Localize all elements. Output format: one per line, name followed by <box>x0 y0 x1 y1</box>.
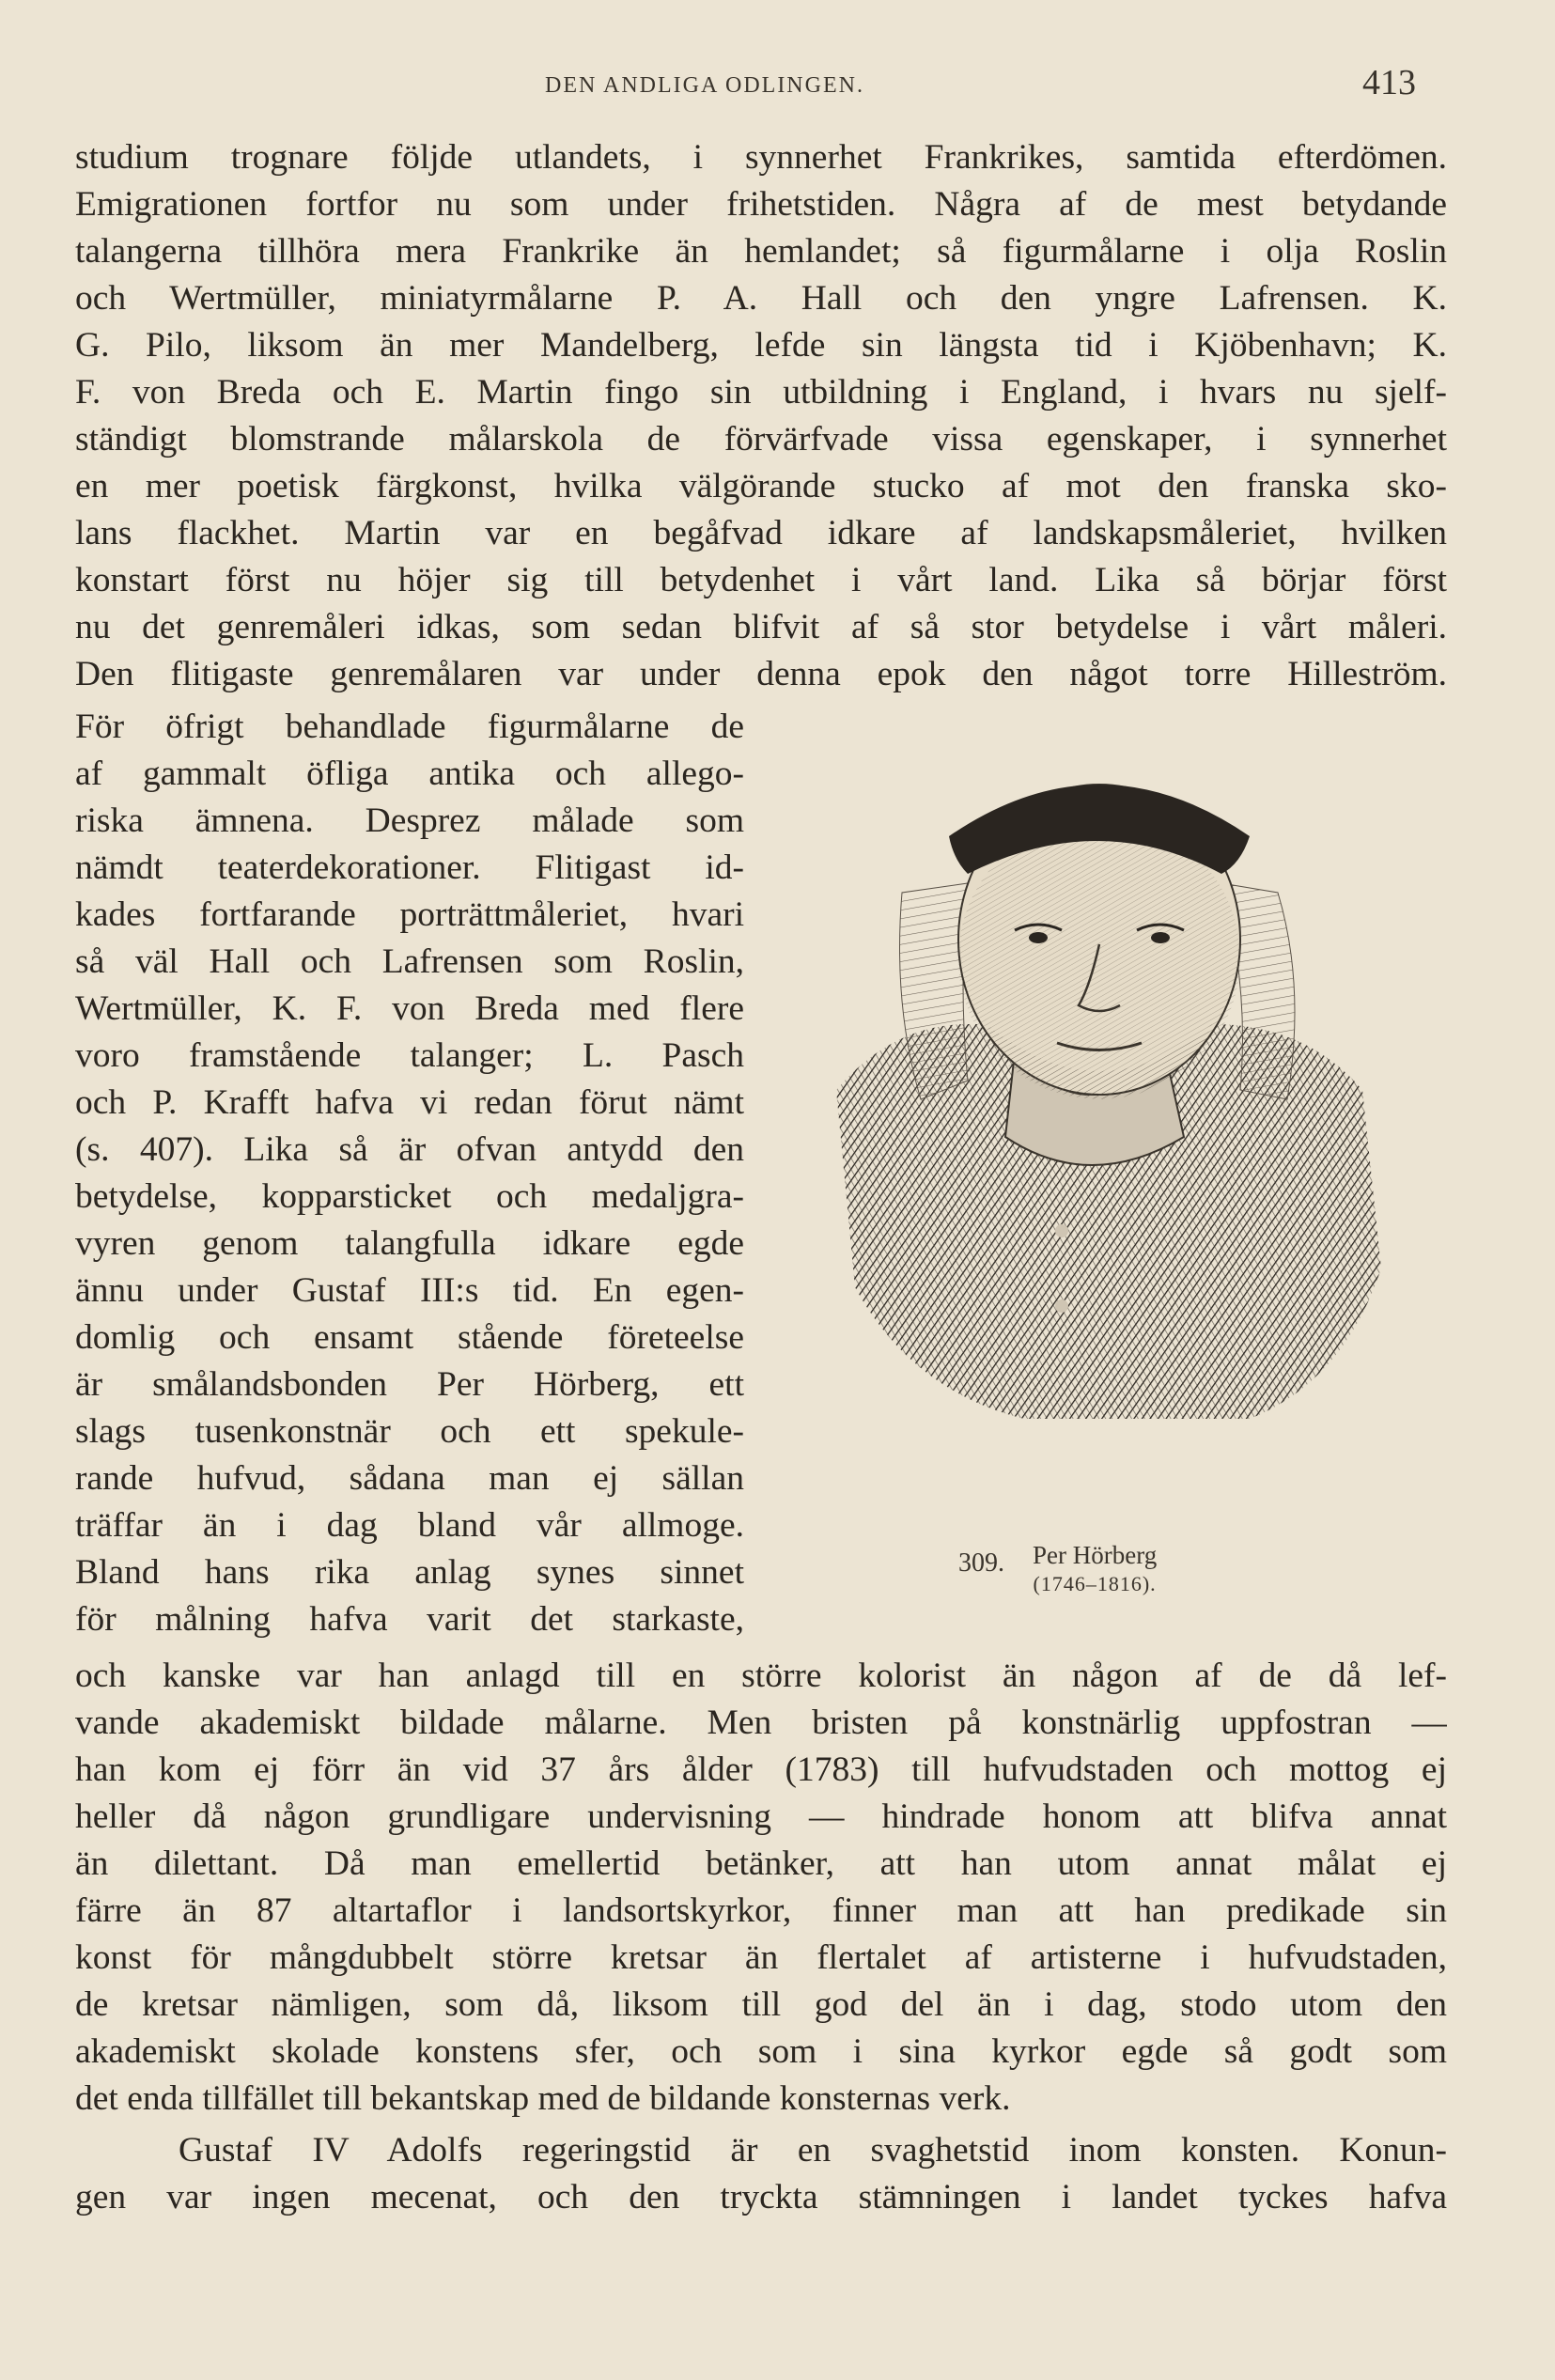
figure-years: (1746–1816). <box>1033 1572 1157 1595</box>
text-line: betydelse, kopparsticket och medaljgra- <box>75 1177 744 1216</box>
text-line: vande akademiskt bildade målarne. Men bristen på konstnärlig uppfostran — <box>75 1703 1447 1742</box>
text-line: Wertmüller, K. F. von Breda med flere <box>75 989 744 1028</box>
text-line: rande hufvud, sådana man ej sällan <box>75 1459 744 1498</box>
text-line: domlig och ensamt stående företeelse <box>75 1318 744 1357</box>
text-line: akademiskt skolade konstens sfer, och som i sina kyrkor egde så godt som <box>75 2032 1447 2071</box>
paragraph-narrow-column <box>75 704 744 1643</box>
text-line: G. Pilo, liksom än mer Mandelberg, lefde sin längsta tid i Kjöbenhavn; K. <box>75 326 1447 365</box>
text-line: Bland hans rika anlag synes sinnet <box>75 1553 744 1592</box>
page-number: 413 <box>1362 63 1416 102</box>
text-line: ständigt blomstrande målarskola de förvärfvade vissa egenskaper, i synnerhet <box>75 420 1447 459</box>
text-line: nämdt teaterdekorationer. Flitigast id- <box>75 848 744 887</box>
text-line: studium trognare följde utlandets, i synnerhet Frankrikes, samtida efterdömen. <box>75 138 1447 177</box>
text-line: gen var ingen mecenat, och den tryckta stämningen i landet tyckes hafva <box>75 2178 1447 2217</box>
text-line: Emigrationen fortfor nu som under frihetstiden. Några af de mest betydande <box>75 185 1447 224</box>
figure-name: Per Hörberg <box>1033 1541 1158 1569</box>
text-line: (s. 407). Lika så är ofvan antydd den <box>75 1130 744 1169</box>
text-line: slags tusenkonstnär och ett spekule- <box>75 1412 744 1451</box>
text-line: För öfrigt behandlade figurmålarne de <box>75 708 744 746</box>
paragraph-second <box>75 2127 1447 2221</box>
paragraph-top <box>75 134 1447 698</box>
text-line: vyren genom talangfulla idkare egde <box>75 1224 744 1263</box>
portrait-engraving <box>780 742 1438 1494</box>
text-line: lans flackhet. Martin var en begåfvad idkare af landskapsmåleriet, hvilken <box>75 514 1447 552</box>
text-line: han kom ej förr än vid 37 års ålder (1783) till hufvudstaden och mottog ej <box>75 1750 1447 1789</box>
text-line: och kanske var han anlagd till en större kolorist än någon af de då lef- <box>75 1657 1447 1695</box>
text-line: ännu under Gustaf III:s tid. En egen- <box>75 1271 744 1310</box>
text-line: för målning hafva varit det starkaste, <box>75 1600 744 1639</box>
text-line: så väl Hall och Lafrensen som Roslin, <box>75 942 744 981</box>
text-line: de kretsar nämligen, som då, liksom till god del än i dag, stodo utom den <box>75 1985 1447 2024</box>
figure-number: 309. <box>958 1548 1004 1578</box>
text-line: konstart först nu höjer sig till betydenhet i vårt land. Lika så börjar först <box>75 561 1447 599</box>
text-line: är smålandsbonden Per Hörberg, ett <box>75 1365 744 1404</box>
text-line: Den flitigaste genremålaren var under denna epok den något torre Hilleström. <box>75 655 1447 693</box>
text-line: riska ämnena. Desprez målade som <box>75 801 744 840</box>
text-line: nu det genremåleri idkas, som sedan blifvit af så stor betydelse i vårt måleri. <box>75 608 1447 646</box>
figure-caption <box>958 1541 1157 1596</box>
text-line: och P. Krafft hafva vi redan förut nämt <box>75 1083 744 1122</box>
text-line: det enda tillfället till bekantskap med de bildande konsternas verk. <box>75 2079 1011 2118</box>
text-line: voro framstående talanger; L. Pasch <box>75 1036 744 1075</box>
text-line: kades fortfarande porträttmåleriet, hvari <box>75 895 744 934</box>
text-line: en mer poetisk färgkonst, hvilka välgörande stucko af mot den franska sko- <box>75 467 1447 506</box>
text-line: än dilettant. Då man emellertid betänker, att han utom annat målat ej <box>75 1844 1447 1883</box>
paragraph-continued <box>75 1653 1447 2123</box>
text-line: färre än 87 altartaflor i landsortskyrkor, finner man att han predikade sin <box>75 1891 1447 1930</box>
text-line: heller då någon grundligare undervisning — hindrade honom att blifva annat <box>75 1797 1447 1836</box>
running-head: DEN ANDLIGA ODLINGEN. <box>545 73 864 98</box>
text-line: träffar än i dag bland vår allmoge. <box>75 1506 744 1545</box>
text-line: af gammalt öfliga antika och allego- <box>75 754 744 793</box>
text-line: och Wertmüller, miniatyrmålarne P. A. Hall och den yngre Lafrensen. K. <box>75 279 1447 318</box>
text-line: konst för mångdubbelt större kretsar än flertalet af artisterne i hufvudstaden, <box>75 1938 1447 1977</box>
text-line: F. von Breda och E. Martin fingo sin utbildning i England, i hvars nu sjelf- <box>75 373 1447 412</box>
text-line: Gustaf IV Adolfs regeringstid är en svaghetstid inom konsten. Konun- <box>179 2131 1447 2170</box>
text-line: talangerna tillhöra mera Frankrike än hemlandet; så figurmålarne i olja Roslin <box>75 232 1447 271</box>
